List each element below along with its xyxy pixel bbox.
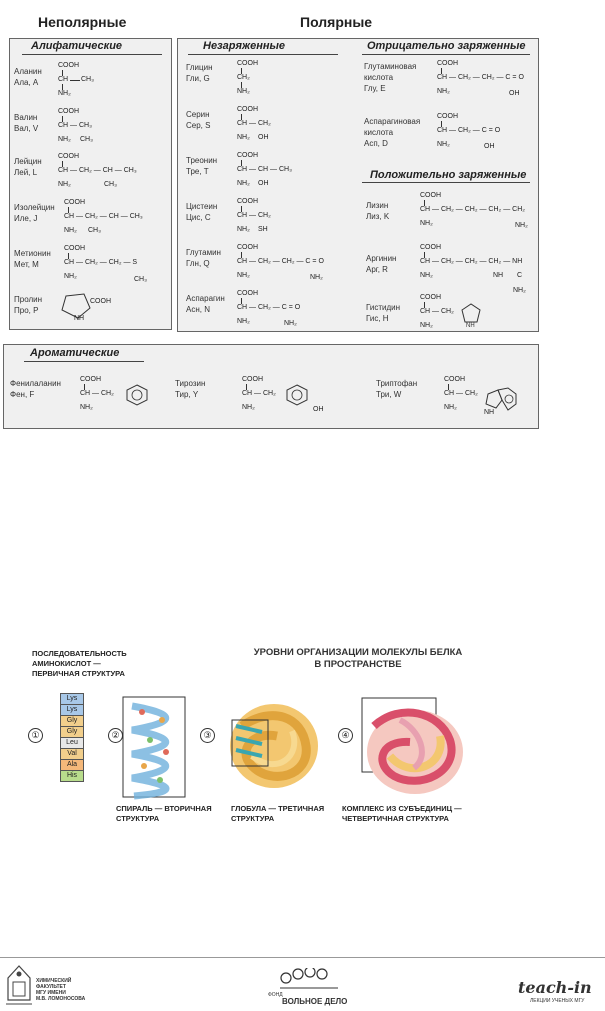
aa-code: Лей, L [14, 168, 38, 177]
aa-code: Арг, R [366, 265, 388, 274]
formula-chain: CH — CH₂ — CH₂ — C = O [437, 74, 524, 81]
formula-oh: OH [258, 134, 269, 141]
teach-in-sub: ЛЕКЦИИ УЧЕНЫХ МГУ [530, 998, 585, 1004]
aa-phenylalanine [10, 378, 70, 400]
aa-name: Пролин [14, 295, 43, 304]
aliphatic-title: Алифатические [31, 40, 123, 52]
aa-code: Мет, M [14, 260, 39, 269]
footer-left-line: ФАКУЛЬТЕТ [36, 984, 66, 990]
step-number-text: ① [31, 730, 40, 740]
negative-title: Отрицательно заряженные [367, 40, 526, 52]
formula-cooh: COOH [444, 376, 465, 383]
complex-illustration [360, 696, 470, 800]
formula-cooh: COOH [242, 376, 263, 383]
formula-oh: OH [258, 180, 269, 187]
formula-oh: OH [313, 406, 324, 413]
formula-chain: CH — CH₂ — C = O [237, 304, 301, 311]
formula-cooh: COOH [90, 298, 111, 305]
aa-code: Гис, H [366, 314, 389, 323]
formula-c: C [517, 272, 523, 279]
aa-code: Глу, E [364, 84, 386, 93]
aa-name: Триптофан [376, 379, 418, 388]
formula-ch3: CH₃ [134, 276, 147, 283]
caption-line: СТРУКТУРА [116, 814, 160, 823]
formula-cooh: COOH [64, 245, 85, 252]
aa-aspartic-acid [364, 116, 434, 149]
sequence-residue: Lys [60, 704, 84, 716]
sequence-residue: Leu [60, 737, 84, 749]
formula-ch3: CH₃ [104, 181, 117, 188]
caption-line: ГЛОБУЛА — ТРЕТИЧНАЯ [231, 804, 325, 813]
formula-nh2: NH₂ [58, 181, 71, 188]
formula-nh2: NH₂ [515, 222, 528, 229]
formula-cooh: COOH [237, 244, 258, 251]
formula-chain: CH — CH₂ [420, 308, 454, 315]
formula-nh2: NH₂ [237, 272, 250, 279]
formula-chain: CH — CH — CH₃ [237, 166, 292, 173]
aa-name: Лейцин [14, 157, 42, 166]
figure-title [228, 647, 488, 671]
phenol-ring [284, 383, 310, 407]
imidazole-ring [456, 300, 486, 328]
footer-left-text [36, 978, 85, 1002]
formula-nh2: NH₂ [58, 90, 71, 97]
aliphatic-underline [22, 54, 162, 55]
footer-center-big: ВОЛЬНОЕ ДЕЛО [282, 997, 348, 1006]
formula-nh2: NH₂ [242, 404, 255, 411]
formula-nh2: NH₂ [444, 404, 457, 411]
formula-cooh: COOH [420, 294, 441, 301]
volnoe-delo-logo [278, 968, 340, 990]
header-nonpolar: Неполярные [38, 14, 127, 30]
svg-text:NH: NH [466, 323, 475, 328]
aa-code: Фен, F [10, 390, 35, 399]
aa-name: Аспарагин [186, 294, 225, 303]
step-number-2 [108, 728, 123, 743]
aa-name: Серин [186, 110, 210, 119]
aa-code: Ала, A [14, 78, 39, 87]
aa-code: Гли, G [186, 74, 210, 83]
footer-left-line: МГУ ИМЕНИ [36, 990, 66, 996]
positive-title: Положительно заряженные [370, 169, 527, 181]
aa-code: Тре, T [186, 167, 209, 176]
step-number-text: ③ [203, 730, 212, 740]
aa-name: Тирозин [175, 379, 206, 388]
aa-code: Иле, J [14, 214, 38, 223]
step-number-text: ② [111, 730, 120, 740]
aa-code: Лиз, K [366, 212, 390, 221]
header-polar: Полярные [300, 14, 373, 30]
formula-cooh: COOH [420, 244, 441, 251]
aa-name: Цистеин [186, 202, 218, 211]
formula-nh: NH [493, 272, 504, 279]
formula-nh2: NH₂ [310, 274, 323, 281]
formula-cooh: COOH [58, 62, 79, 69]
aa-name: Аспарагиновая кислота [364, 117, 421, 137]
step-number-1 [28, 728, 43, 743]
formula-chain: CH — CH₂ [237, 212, 271, 219]
step-number-text: ④ [341, 730, 350, 740]
formula-chain: CH [58, 76, 69, 83]
formula-ch3: CH₃ [81, 76, 94, 83]
formula-nh2: NH₂ [437, 141, 450, 148]
tertiary-caption [231, 804, 324, 824]
sequence-residue: Lys [60, 693, 84, 705]
formula-nh2: NH₂ [420, 272, 433, 279]
aa-histidine [366, 302, 426, 324]
formula-chain: CH — CH₂ — CH — CH₃ [64, 213, 143, 220]
helix-illustration [122, 696, 188, 800]
formula-chain: CH — CH₂ — CH₂ — CH₂ — CH₂ [420, 206, 525, 213]
formula-nh2: NH₂ [237, 88, 250, 95]
benzene-ring [124, 383, 150, 407]
step-number-4 [338, 728, 353, 743]
aa-code: Сер, S [186, 121, 211, 130]
footer-divider [0, 957, 605, 958]
aa-name: Аргинин [366, 254, 397, 263]
primary-label [32, 649, 127, 679]
aa-code: Асп, D [364, 139, 388, 148]
globule-illustration [222, 696, 332, 796]
secondary-caption [116, 804, 212, 824]
formula-nh2: NH₂ [58, 136, 71, 143]
aa-name: Изолейцин [14, 203, 55, 212]
positive-underline [362, 182, 530, 183]
primary-label-line: АМИНОКИСЛОТ — [32, 659, 101, 668]
teach-in-brand: teach-in [518, 978, 592, 997]
aa-name: Треонин [186, 156, 218, 165]
footer-left-line: ХИМИЧЕСКИЙ [36, 978, 72, 984]
figure-title-line1: УРОВНИ ОРГАНИЗАЦИИ МОЛЕКУЛЫ БЕЛКА [253, 647, 463, 658]
aa-code: Три, W [376, 390, 402, 399]
formula-chain: CH — CH₂ — CH₂ — CH₂ — NH [420, 258, 523, 265]
aa-lysine [366, 200, 426, 222]
formula-nh: NH [74, 315, 85, 322]
formula-nh2: NH₂ [237, 318, 250, 325]
formula-chain: CH — CH₂ — CH₂ — S [64, 259, 138, 266]
protein-levels-figure [22, 640, 592, 840]
aa-name: Фенилаланин [10, 379, 61, 388]
formula-nh2: NH₂ [437, 88, 450, 95]
formula-nh: NH [484, 409, 495, 416]
formula-nh2: NH₂ [513, 287, 526, 294]
primary-label-line: ПЕРВИЧНАЯ СТРУКТУРА [32, 669, 125, 678]
aa-name: Глутаминовая кислота [364, 62, 417, 82]
formula-chain: CH — CH₂ — C = O [437, 127, 501, 134]
figure-title-line2: В ПРОСТРАНСТВЕ [314, 659, 402, 670]
msu-chemistry-logo [4, 964, 34, 1006]
formula-oh: OH [509, 90, 520, 97]
footer-left-line: М.В. ЛОМОНОСОВА [36, 996, 86, 1002]
uncharged-title: Незаряженные [203, 40, 286, 52]
formula-chain: CH₂ [237, 74, 250, 81]
formula-chain: CH — CH₂ — CH — CH₃ [58, 167, 137, 174]
formula-chain: CH — CH₂ [237, 120, 271, 127]
aa-name: Аланин [14, 67, 42, 76]
formula-cooh: COOH [58, 153, 79, 160]
aa-code: Асн, N [186, 305, 210, 314]
aa-code: Глн, Q [186, 259, 210, 268]
formula-nh2: NH₂ [80, 404, 93, 411]
aa-name: Лизин [366, 201, 389, 210]
caption-line: ЧЕТВЕРТИЧНАЯ СТРУКТУРА [342, 814, 449, 823]
formula-cooh: COOH [237, 152, 258, 159]
caption-line: СПИРАЛЬ — ВТОРИЧНАЯ [116, 804, 212, 813]
aa-tyrosine [175, 378, 235, 400]
aromatic-title: Ароматические [30, 347, 120, 359]
negative-underline [362, 54, 530, 55]
formula-sh: SH [258, 226, 268, 233]
sequence-residue: Gly [60, 726, 84, 738]
aa-arginine [366, 253, 426, 275]
aa-name: Гистидин [366, 303, 401, 312]
aa-code: Тир, Y [175, 390, 199, 399]
formula-cooh: COOH [237, 290, 258, 297]
formula-chain: CH — CH₂ [444, 390, 478, 397]
formula-cooh: COOH [437, 113, 458, 120]
formula-chain: CH — CH₂ [80, 390, 114, 397]
formula-ch3: CH₃ [88, 227, 101, 234]
formula-nh2: NH₂ [64, 227, 77, 234]
formula-nh2: NH₂ [420, 220, 433, 227]
formula-cooh: COOH [64, 199, 85, 206]
sequence-residue: Gly [60, 715, 84, 727]
formula-nh2: NH₂ [237, 180, 250, 187]
aa-name: Валин [14, 113, 38, 122]
formula-cooh: COOH [58, 108, 79, 115]
aa-name: Глицин [186, 63, 213, 72]
formula-chain: CH — CH₂ — CH₂ — C = O [237, 258, 324, 265]
aa-code: Цис, C [186, 213, 211, 222]
primary-label-line: ПОСЛЕДОВАТЕЛЬНОСТЬ [32, 649, 127, 658]
aa-glutamic-acid [364, 61, 434, 94]
sequence-residue: Val [60, 748, 84, 760]
bond [70, 80, 80, 81]
formula-nh2: NH₂ [64, 273, 77, 280]
quaternary-caption [342, 804, 462, 824]
aromatic-underline [24, 361, 144, 362]
sequence-residue: His [60, 770, 84, 782]
formula-cooh: COOH [420, 192, 441, 199]
aa-code: Вал, V [14, 124, 39, 133]
formula-ch3: CH₃ [80, 136, 93, 143]
aa-code: Про, P [14, 306, 39, 315]
formula-nh2: NH₂ [237, 134, 250, 141]
aa-name: Глутамин [186, 248, 221, 257]
step-number-3 [200, 728, 215, 743]
formula-cooh: COOH [437, 60, 458, 67]
formula-chain: CH — CH₂ [242, 390, 276, 397]
formula-cooh: COOH [80, 376, 101, 383]
footer-center-small: ФОНД [268, 992, 283, 998]
sequence-residue: Ala [60, 759, 84, 771]
formula-cooh: COOH [237, 198, 258, 205]
formula-oh: OH [484, 143, 495, 150]
formula-cooh: COOH [237, 106, 258, 113]
formula-nh2: NH₂ [420, 322, 433, 329]
uncharged-underline [188, 54, 338, 55]
formula-nh2: NH₂ [237, 226, 250, 233]
formula-nh2: NH₂ [284, 320, 297, 327]
aa-tryptophan [376, 378, 436, 400]
caption-line: КОМПЛЕКС ИЗ СУБЪЕДИНИЦ — [342, 804, 462, 813]
formula-cooh: COOH [237, 60, 258, 67]
formula-chain: CH — CH₃ [58, 122, 92, 129]
aa-name: Метионин [14, 249, 51, 258]
caption-line: СТРУКТУРА [231, 814, 275, 823]
